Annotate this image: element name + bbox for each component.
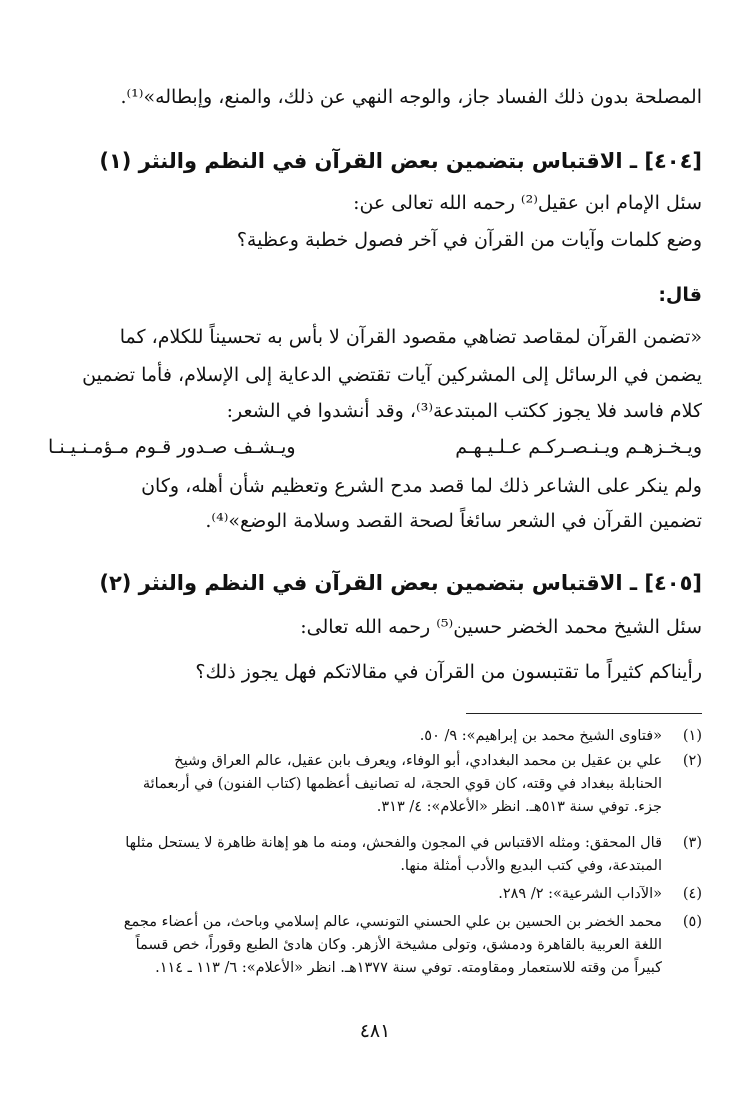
footnote-4 [44,883,702,906]
footnote-text [44,883,662,906]
footnote-number: (٤) [682,886,702,902]
poem-hemistich-second: ويـشـف صـدور قـوم مـؤمـنـيـنـا [48,436,296,458]
footnote-line: «الآداب الشرعية»: ٢/ ٢٨٩. [498,886,662,902]
footnote-separator [466,713,702,714]
footnote-number: (٣) [682,835,702,851]
footnote-number: (٥) [682,914,702,930]
section-heading-405: [٤٠٥] ـ الاقتباس بتضمين بعض القرآن في النظم والنثر (٢) [99,571,702,595]
poem-hemistich-first: ويـخـزهـم ويـنـصـركـم عـلـيـهـم [455,436,702,458]
answer-label: قال: [658,284,702,306]
answer-line-5: تضمين القرآن في الشعر سائغاً لصحة القصد وسلامة الوضع»⁽⁴⁾. [205,510,702,532]
footnote-line: «فتاوى الشيخ محمد بن إبراهيم»: ٩/ ٥٠. [419,728,662,744]
footnote-line: محمد الخضر بن الحسين بن علي الحسني التونسي، عالم إسلامي وباحث، من أعضاء مجمع [123,914,662,930]
answer-line-3: كلام فاسد فلا يجوز ككتب المبتدعة⁽³⁾، وقد أنشدوا في الشعر: [226,400,702,422]
footnote-1 [44,725,702,748]
footnote-line: الحنابلة ببغداد في وقته، كان قوي الحجة، له تصانيف أعظمها (كتاب الفنون) في أربعمائة [142,776,662,792]
question-text-404: وضع كلمات وآيات من القرآن في آخر فصول خطبة وعظية؟ [236,229,702,251]
answer-line-1: «تضمن القرآن لمقاصد تضاهي مقصود القرآن لا بأس به تحسيناً للكلام، كما [119,326,702,348]
footnote-text [44,832,662,878]
footnote-line: كبيراً من وقته للاستعمار ومقاومته. توفي سنة ١٣٧٧هـ. انظر «الأعلام»: ٦/ ١١٣ ـ ١١٤. [155,960,662,976]
footnote-text [44,725,662,748]
footnote-line: علي بن عقيل بن محمد البغدادي، أبو الوفاء، ويعرف بابن عقيل، عالم العراق وشيخ [174,753,662,769]
body-line-1: المصلحة بدون ذلك الفساد جاز، والوجه النهي عن ذلك، والمنع، وإبطاله»⁽¹⁾. [120,86,702,108]
poem-verse [48,432,702,462]
question-intro-405: سئل الشيخ محمد الخضر حسين⁽⁵⁾ رحمه الله تعالى: [300,616,702,638]
footnote-3 [44,832,702,878]
footnote-line: قال المحقق: ومثله الاقتباس في المجون والفحش، ومنه ما هو إهانة ظاهرة لا يستحل مثلها [125,835,662,851]
footnote-line: المبتدعة، وفي كتب البديع والأدب أمثلة منها. [400,858,662,874]
page-number: ٤٨١ [359,1020,391,1042]
footnote-line: اللغة العربية بالقاهرة ودمشق، وتولى مشيخة الأزهر. وكان هادئ الطبع وقوراً، خص قسماً [135,937,662,953]
answer-line-2: يضمن في الرسائل إلى المشركين آيات تقتضي الدعاية إلى الإسلام، فأما تضمين [82,364,702,386]
footnote-number: (١) [682,728,702,744]
section-heading-404: [٤٠٤] ـ الاقتباس بتضمين بعض القرآن في النظم والنثر (١) [99,149,702,173]
footnote-line: جزء. توفي سنة ٥١٣هـ. انظر «الأعلام»: ٤/ ٣١٣. [376,799,662,815]
question-text-405: رأيناكم كثيراً ما تقتبسون من القرآن في مقالاتكم فهل يجوز ذلك؟ [195,661,702,683]
footnote-number: (٢) [682,753,702,769]
footnote-text [44,911,662,980]
footnote-2 [44,750,702,819]
question-intro-404: سئل الإمام ابن عقيل⁽²⁾ رحمه الله تعالى عن: [353,192,702,214]
answer-line-4: ولم ينكر على الشاعر ذلك لما قصد مدح الشرع وتعظيم شأن أهله، وكان [141,475,702,497]
footnote-5 [44,911,702,980]
footnote-text [44,750,662,819]
